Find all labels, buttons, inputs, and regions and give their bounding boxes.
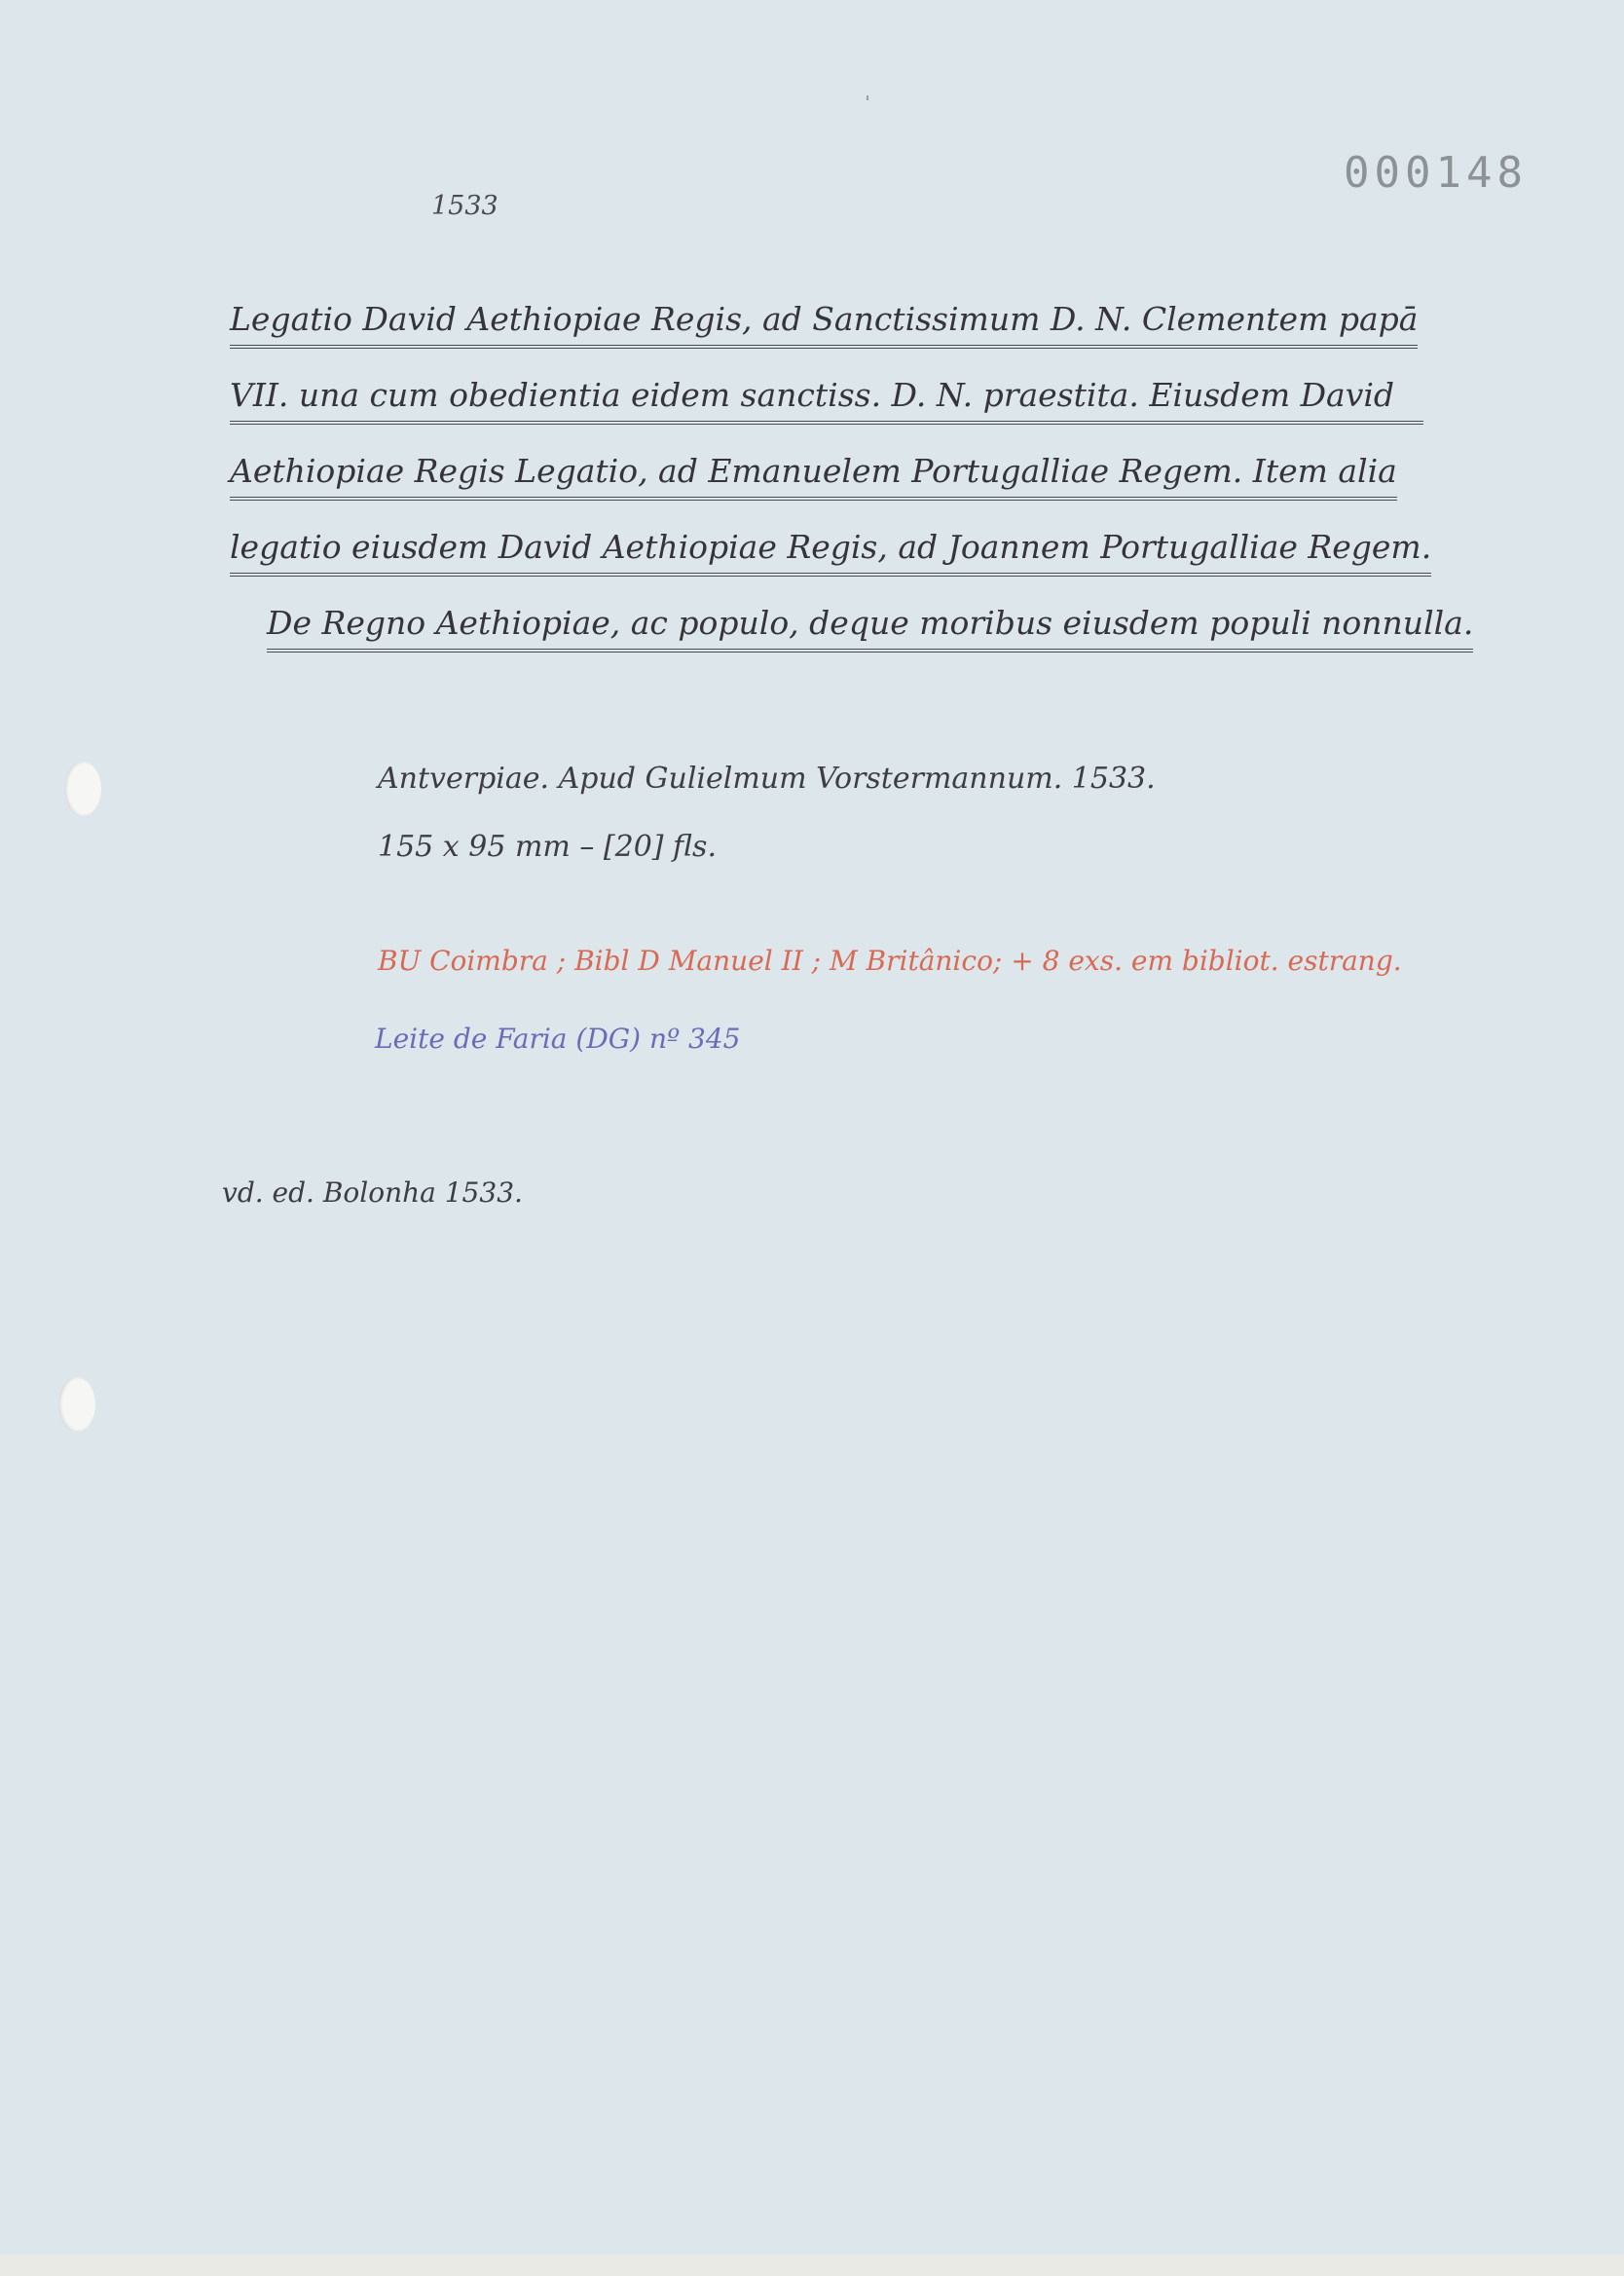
title-line-text: Aethiopiae Regis Legatio, ad Emanuelem Portugalliae Regem. Item alia: [230, 450, 1397, 501]
title-line: [230, 526, 1486, 602]
title-line: [230, 602, 1486, 678]
title-line: [230, 450, 1486, 526]
bibliographic-reference: Leite de Faria (DG) nº 345: [375, 1023, 741, 1055]
year-heading: 1533: [431, 191, 498, 221]
title-line-text: VII. una cum obedientia eidem sanctiss. D. N. praestita. Eiusdem David: [230, 374, 1423, 425]
title-block: [230, 298, 1486, 678]
imprint-line: Antverpiae. Apud Gulielmum Vorstermannum. 1533.: [378, 762, 1156, 796]
title-line-text: De Regno Aethiopiae, ac populo, deque moribus eiusdem populi nonnulla.: [267, 602, 1473, 653]
format-line: 155 x 95 mm – [20] fls.: [378, 830, 717, 864]
title-line-text: legatio eiusdem David Aethiopiae Regis, ad Joannem Portugalliae Regem.: [230, 526, 1431, 577]
stamp-number: 000148: [1344, 148, 1528, 198]
punch-hole-lower: [58, 1377, 95, 1432]
holdings-note: BU Coimbra ; Bibl D Manuel II ; M Britânico; + 8 exs. em bibliot. estrang.: [378, 945, 1402, 977]
punch-hole-upper: [64, 762, 101, 816]
paper-edge: [0, 2255, 1624, 2276]
see-also-note: vd. ed. Bolonha 1533.: [222, 1176, 523, 1209]
title-line: [230, 374, 1486, 450]
paper-speck: [867, 95, 868, 100]
title-line-text: Legatio David Aethiopiae Regis, ad Sanctissimum D. N. Clementem papā: [230, 298, 1418, 349]
title-line: [230, 298, 1486, 374]
